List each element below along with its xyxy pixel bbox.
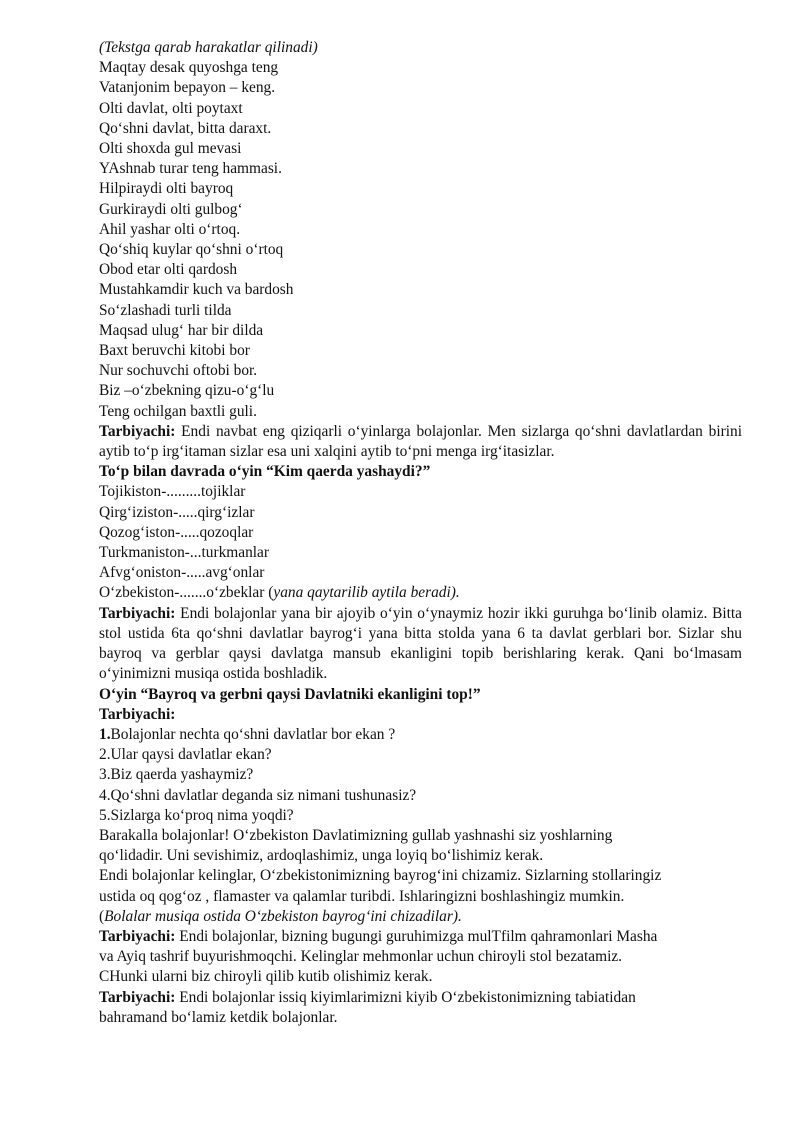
poem-line: Biz –o‘zbekning qizu-o‘g‘lu (99, 382, 275, 400)
teacher-paragraph-1 (99, 422, 742, 462)
poem-line: Olti davlat, olti poytaxt (99, 99, 243, 117)
speaker-label: Tarbiyachi: (99, 705, 176, 723)
speaker-label: Tarbiyachi: (99, 927, 176, 945)
poem-line: Ahil yashar olti o‘rtoq. (99, 220, 241, 238)
question-item (99, 725, 742, 745)
poem-line: So‘zlashadi turli tilda (99, 301, 232, 319)
stage-direction: (Tekstga qarab harakatlar qilinadi) (99, 39, 318, 56)
drawing-line: Endi bolajonlar kelinglar, O‘zbekistonimizning bayrog‘ini chizamiz. Sizlarning stollaringiz (99, 867, 662, 885)
praise-line: qo‘lidadir. Uni sevishimiz, ardoqlashimiz, unga loyiq bo‘lishimiz kerak. (99, 847, 544, 865)
poem-line: Maqsad ulug‘ har bir dilda (99, 321, 264, 339)
poem-line: Baxt beruvchi kitobi bor (99, 342, 250, 360)
repeat-note: yana qaytarilib aytila beradi). (273, 584, 460, 602)
poem-line: Nur sochuvchi oftobi bor. (99, 362, 258, 380)
country-line: Qozog‘iston-.....qozoqlar (99, 523, 254, 541)
question-item: 3.Biz qaerda yashaymiz? (99, 766, 254, 784)
teacher-paragraph-2 (99, 604, 742, 685)
teacher-line: va Ayiq tashrif buyurishmoqchi. Kelinglar mehmonlar uchun chiroyli stol bezatamiz. (99, 948, 623, 966)
poem-line: Gurkiraydi olti gulbog‘ (99, 200, 243, 218)
speaker-label: Tarbiyachi: (99, 604, 176, 622)
teacher-line: bahramand bo‘lamiz ketdik bolajonlar. (99, 1008, 338, 1026)
poem-line: Olti shoxda gul mevasi (99, 140, 242, 158)
poem-line: Mustahkamdir kuch va bardosh (99, 281, 294, 299)
drawing-note-text: Bolalar musiqa ostida O‘zbekiston bayrog‘ini chizadilar). (104, 907, 462, 925)
poem-line: Teng ochilgan baxtli guli. (99, 402, 257, 420)
paragraph-text: Endi navbat eng qiziqarli o‘yinlarga bolajonlar. Men sizlarga qo‘shni davlatlardan birini aytib to‘p irg‘itaman sizlar esa uni xalqini aytib to‘pni menga irg‘itasizlar. (99, 422, 742, 461)
game-title-2: O‘yin “Bayroq va gerbni qaysi Davlatniki ekanligini top!” (99, 685, 481, 703)
country-line: Tojikiston-.........tojiklar (99, 483, 246, 501)
drawing-line: ustida oq qog‘oz , flamaster va qalamlar turibdi. Ishlaringizni boshlashingiz mumkin. (99, 887, 625, 905)
country-list (99, 482, 742, 603)
speaker-label: Tarbiyachi: (99, 988, 176, 1006)
question-item: 4.Qo‘shni davlatlar deganda siz nimani tushunasiz? (99, 786, 417, 804)
country-line-text: O‘zbekiston-.......o‘zbeklar ( (99, 584, 274, 602)
game-title-1: To‘p bilan davrada o‘yin “Kim qaerda yashaydi?” (99, 463, 431, 481)
paren: ( (99, 907, 105, 925)
teacher-line (99, 927, 742, 947)
question-number: 1. (99, 725, 111, 743)
drawing-note (99, 907, 742, 927)
country-line: Turkmaniston-...turkmanlar (99, 544, 269, 562)
question-text: Bolajonlar nechta qo‘shni davlatlar bor ekan ? (110, 725, 396, 743)
poem-line: Qo‘shni davlat, bitta daraxt. (99, 119, 272, 137)
speaker-label: Tarbiyachi: (99, 422, 176, 440)
question-item: 2.Ular qaysi davlatlar ekan? (99, 746, 272, 764)
teacher-line (99, 988, 742, 1008)
praise-line: Barakalla bolajonlar! O‘zbekiston Davlatimizning gullab yashnashi siz yoshlarning (99, 826, 613, 844)
poem-line: Obod etar olti qardosh (99, 261, 238, 279)
document-page (99, 38, 742, 1028)
question-item: 5.Sizlarga ko‘proq nima yoqdi? (99, 806, 294, 824)
poem-line: Qo‘shiq kuylar qo‘shni o‘rtoq (99, 241, 284, 259)
paragraph-text: Endi bolajonlar yana bir ajoyib o‘yin o‘ynaymiz hozir ikki guruhga bo‘linib olamiz. Bitta stol ustida 6ta qo‘shni davlatlar bayrog‘i yana bitta stolda yana 6 ta davlat gerblari bor. Sizlar shu bayroq va gerblar qaysi davlatga mansub ekanligini topib berishlaring kerak. Qani bo‘lmasam o‘yinimizni musiqa ostida boshladik. (99, 604, 742, 683)
poem-line: Vatanjonim bepayon – keng. (99, 79, 276, 97)
country-line (99, 583, 742, 603)
paragraph-text: Endi bolajonlar issiq kiyimlarimizni kiyib O‘zbekistonimizning tabiatidan (179, 988, 636, 1006)
question-list (99, 725, 742, 826)
teacher-line: CHunki ularni biz chiroyli qilib kutib olishimiz kerak. (99, 968, 433, 986)
country-line: Qirg‘iziston-.....qirg‘izlar (99, 503, 255, 521)
poem-line: Maqtay desak quyoshga teng (99, 59, 279, 77)
paragraph-text: Endi bolajonlar, bizning bugungi guruhimizga mulTfilm qahramonlari Masha (179, 927, 658, 945)
poem (99, 58, 742, 422)
poem-line: YAshnab turar teng hammasi. (99, 160, 282, 178)
poem-line: Hilpiraydi olti bayroq (99, 180, 234, 198)
country-line: Afvg‘oniston-.....avg‘onlar (99, 564, 265, 582)
